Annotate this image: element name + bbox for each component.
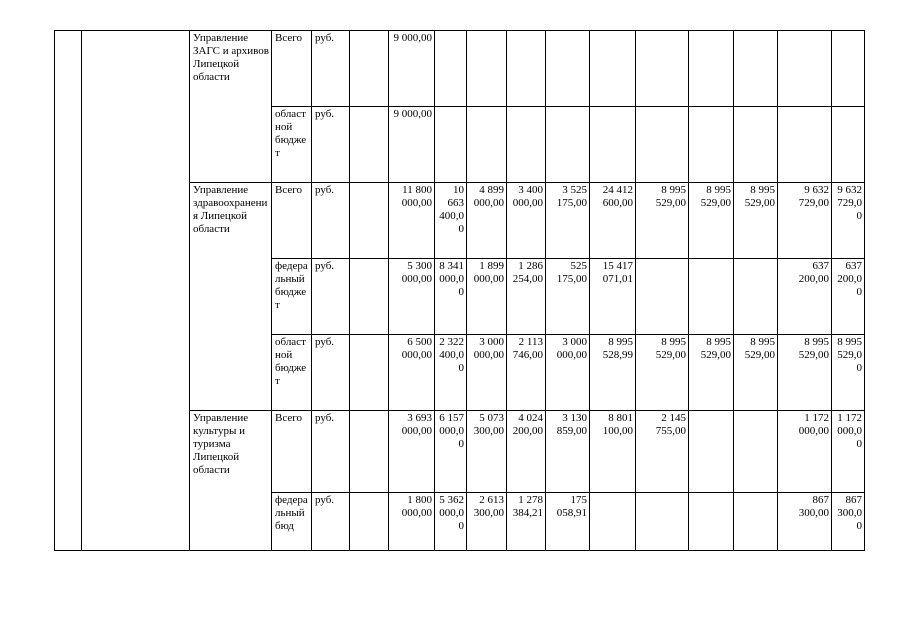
organization-cell: Управление ЗАГС и архивов Липецкой области [190,31,272,183]
value-cell: 175 058,91 [546,493,590,551]
value-cell [689,31,734,107]
number-cell [55,31,82,551]
value-cell [546,31,590,107]
value-cell [636,31,689,107]
value-cell [590,31,636,107]
value-cell: 1 172 000,00 [778,411,832,493]
funding-source-cell: Всего [272,411,312,493]
value-cell: 3 400 000,00 [507,183,546,259]
value-cell: 10 663 400,00 [435,183,467,259]
value-cell [590,493,636,551]
value-cell: 15 417 071,01 [590,259,636,335]
unit-cell: руб. [312,107,350,183]
value-cell [435,107,467,183]
value-cell [734,31,778,107]
unit-cell: руб. [312,183,350,259]
value-cell [636,493,689,551]
value-cell [350,31,389,107]
value-cell [636,107,689,183]
value-cell [832,107,865,183]
unit-cell: руб. [312,493,350,551]
value-cell [832,31,865,107]
value-cell [778,31,832,107]
value-cell: 5 073 300,00 [467,411,507,493]
funding-source-cell: областной бюджет [272,335,312,411]
unit-cell: руб. [312,411,350,493]
value-cell [350,259,389,335]
value-cell [734,259,778,335]
value-cell: 3 000 000,00 [467,335,507,411]
value-cell: 637 200,00 [832,259,865,335]
value-cell: 8 995 528,99 [590,335,636,411]
value-cell: 2 113 746,00 [507,335,546,411]
value-cell [350,335,389,411]
value-cell: 9 000,00 [389,107,435,183]
value-cell [507,107,546,183]
value-cell: 11 800 000,00 [389,183,435,259]
funding-source-cell: федеральный бюд [272,493,312,551]
value-cell [350,411,389,493]
value-cell: 3 000 000,00 [546,335,590,411]
value-cell [435,31,467,107]
value-cell [467,107,507,183]
name-cell [82,31,190,551]
value-cell: 24 412 600,00 [590,183,636,259]
value-cell: 8 995 529,00 [832,335,865,411]
unit-cell: руб. [312,259,350,335]
value-cell: 8 995 529,00 [734,183,778,259]
unit-cell: руб. [312,31,350,107]
value-cell: 2 322 400,00 [435,335,467,411]
value-cell: 4 899 000,00 [467,183,507,259]
document-page [54,30,865,551]
table-row [55,31,865,107]
value-cell: 1 172 000,00 [832,411,865,493]
value-cell: 8 995 529,00 [734,335,778,411]
value-cell: 8 995 529,00 [636,183,689,259]
value-cell: 9 632 729,00 [832,183,865,259]
funding-source-cell: Всего [272,183,312,259]
value-cell: 3 693 000,00 [389,411,435,493]
value-cell [350,493,389,551]
value-cell: 637 200,00 [778,259,832,335]
value-cell: 6 157 000,00 [435,411,467,493]
value-cell: 4 024 200,00 [507,411,546,493]
value-cell: 1 800 000,00 [389,493,435,551]
value-cell [689,493,734,551]
funding-source-cell: областной бюджет [272,107,312,183]
budget-table [54,30,865,551]
value-cell: 3 525 175,00 [546,183,590,259]
organization-cell: Управление культуры и туризма Липецкой области [190,411,272,551]
value-cell [507,31,546,107]
value-cell [734,107,778,183]
value-cell [734,493,778,551]
value-cell [778,107,832,183]
value-cell: 8 995 529,00 [636,335,689,411]
value-cell: 2 145 755,00 [636,411,689,493]
value-cell: 8 995 529,00 [689,183,734,259]
value-cell [590,107,636,183]
value-cell [689,107,734,183]
value-cell: 867 300,00 [832,493,865,551]
value-cell: 867 300,00 [778,493,832,551]
value-cell: 5 362 000,00 [435,493,467,551]
value-cell [689,411,734,493]
funding-source-cell: федеральный бюджет [272,259,312,335]
value-cell: 8 801 100,00 [590,411,636,493]
organization-cell: Управление здравоохранения Липецкой области [190,183,272,411]
value-cell: 1 899 000,00 [467,259,507,335]
value-cell: 8 995 529,00 [778,335,832,411]
value-cell [689,259,734,335]
value-cell: 6 500 000,00 [389,335,435,411]
value-cell: 9 632 729,00 [778,183,832,259]
funding-source-cell: Всего [272,31,312,107]
value-cell [636,259,689,335]
value-cell: 5 300 000,00 [389,259,435,335]
value-cell: 1 286 254,00 [507,259,546,335]
value-cell: 1 278 384,21 [507,493,546,551]
value-cell [467,31,507,107]
value-cell [350,183,389,259]
value-cell [546,107,590,183]
value-cell [734,411,778,493]
value-cell [350,107,389,183]
value-cell: 9 000,00 [389,31,435,107]
value-cell: 525 175,00 [546,259,590,335]
value-cell: 8 341 000,00 [435,259,467,335]
unit-cell: руб. [312,335,350,411]
value-cell: 3 130 859,00 [546,411,590,493]
value-cell: 2 613 300,00 [467,493,507,551]
value-cell: 8 995 529,00 [689,335,734,411]
